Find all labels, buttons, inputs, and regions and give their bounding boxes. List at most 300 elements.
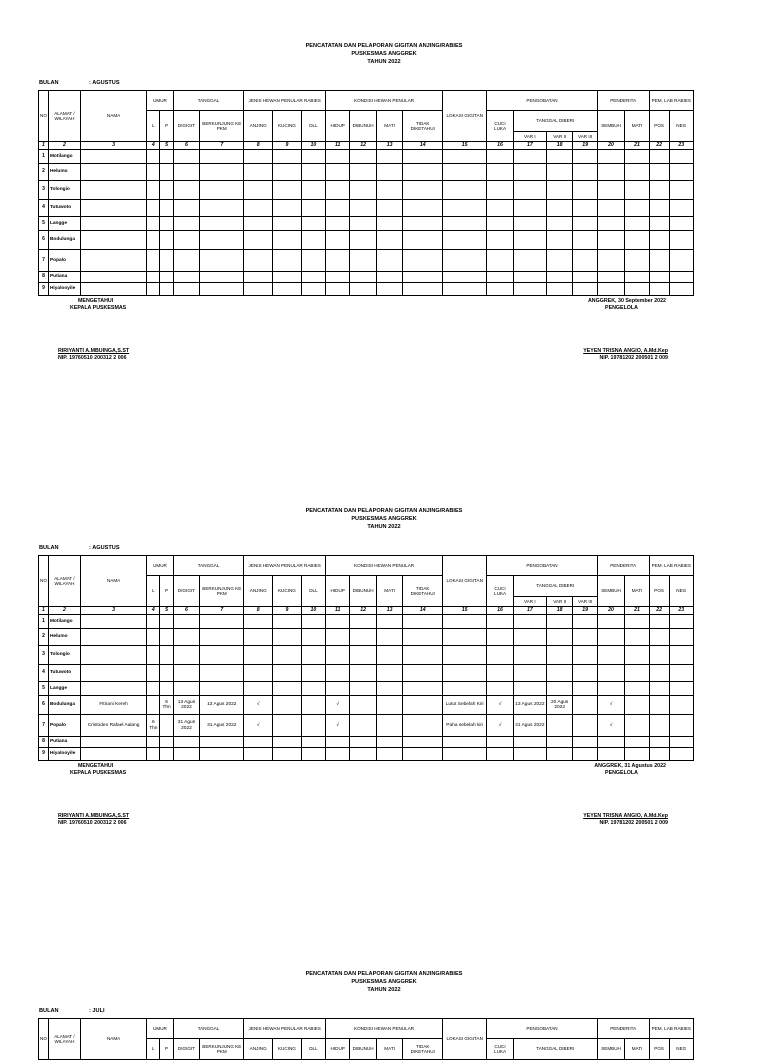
cell-kucing [273,737,302,748]
row-number: 3 [39,646,49,665]
col-berkunjung: BERKUNJUNG KE PKM [200,576,244,607]
cell-hidup [326,615,350,629]
cell-nama [80,231,146,250]
cell-p [160,217,173,231]
cell-dll [301,682,325,696]
cell-dibunuh [350,272,377,283]
rabies-report-table [38,555,694,761]
cell-lokasi: Lutut Sebelah Kiri [443,696,487,715]
cell-mati [376,272,403,283]
column-number: 7 [200,607,244,615]
cell-pmati [625,737,649,748]
cell-neg [669,181,693,200]
col-pos: POS [649,1039,669,1060]
signature-right-name [583,348,668,362]
cell-p [160,283,173,296]
table-row [39,217,694,231]
cell-mati [376,164,403,181]
column-number-row [39,607,694,615]
col-kondisi: KONDISI HEWAN PENULAR [326,1019,443,1039]
cell-mati [376,283,403,296]
cell-sembuh [597,200,625,217]
cell-var1 [513,748,546,761]
cell-var2 [546,615,573,629]
col-neg: NEG [669,576,693,607]
cell-kucing [273,283,302,296]
col-pengobatan: PENGOBATAN [487,1019,597,1039]
cell-hidup [326,283,350,296]
cell-tidak [403,231,443,250]
cell-digigit [173,737,200,748]
cell-var2 [546,646,573,665]
col-jenis-hewan: JENIS HEWAN PENULAR RABIES [244,1019,326,1039]
pengelola-name: YEYEN TRISNA ANGIO, A.Md.Kep [583,348,668,354]
cell-lokasi [443,217,487,231]
cell-berkunjung [200,748,244,761]
cell-pos [649,737,669,748]
column-number-row [39,142,694,150]
cell-dll [301,748,325,761]
cell-var1 [513,737,546,748]
cell-pmati [625,250,649,272]
col-pos: POS [649,111,669,142]
cell-anjing [244,615,273,629]
col-lokasi: LOKASI GIGITAN [443,91,487,142]
cell-digigit [173,272,200,283]
cell-dibunuh [350,181,377,200]
cell-tidak [403,665,443,682]
cell-hidup [326,629,350,646]
cell-anjing [244,629,273,646]
col-l: L [147,576,160,607]
cell-hidup [326,272,350,283]
cell-anjing [244,646,273,665]
cell-lokasi: Paha sebelah kiri [443,715,487,737]
cell-anjing [244,150,273,164]
cell-pmati [625,748,649,761]
cell-digigit [173,250,200,272]
cell-anjing [244,272,273,283]
cell-pmati [625,696,649,715]
table-row [39,715,694,737]
column-number: 18 [546,142,573,150]
cell-l [147,272,160,283]
cell-l [147,231,160,250]
cell-dll [301,181,325,200]
column-number: 6 [173,607,200,615]
cell-dll [301,665,325,682]
cell-pos [649,250,669,272]
cell-l [147,217,160,231]
kepala-puskesmas-label: KEPALA PUSKESMAS [70,770,127,776]
cell-mati [376,217,403,231]
cell-tidak [403,646,443,665]
cell-berkunjung [200,629,244,646]
cell-mati [376,150,403,164]
cell-dibunuh [350,283,377,296]
cell-var1: 31 Agus 2022 [513,715,546,737]
cell-pmati [625,629,649,646]
cell-cuci [487,250,514,272]
cell-pmati [625,715,649,737]
cell-var3 [573,181,597,200]
cell-sembuh: √ [597,696,625,715]
cell-anjing [244,181,273,200]
cell-cuci [487,231,514,250]
col-tidak-diketahui: TIDAK DIKETAHUI [403,1039,443,1060]
cell-pmati [625,682,649,696]
col-tidak-diketahui: TIDAK DIKETAHUI [403,111,443,142]
cell-sembuh [597,181,625,200]
column-number: 16 [487,142,514,150]
cell-pmati [625,615,649,629]
cell-hidup [326,200,350,217]
cell-anjing: √ [244,696,273,715]
col-p: P [160,1039,173,1060]
col-anjing: ANJING [244,576,273,607]
signature-right-heading [588,298,666,312]
report-title-line: TAHUN 2022 [367,59,401,65]
row-wilayah: Hiyalooyile [48,748,80,761]
kepala-nip: NIP. 19760510 200312 2 006 [58,820,127,826]
cell-sembuh [597,646,625,665]
row-number: 2 [39,629,49,646]
cell-neg [669,615,693,629]
cell-sembuh [597,748,625,761]
cell-pmati [625,231,649,250]
row-number: 9 [39,748,49,761]
cell-sembuh [597,682,625,696]
cell-neg [669,150,693,164]
col-dll: DLL [301,1039,325,1060]
table-row [39,737,694,748]
cell-tidak [403,200,443,217]
cell-var3 [573,250,597,272]
cell-l [147,181,160,200]
cell-digigit [173,665,200,682]
cell-hidup [326,181,350,200]
cell-digigit: 31 Agus 2022 [173,715,200,737]
table-row [39,283,694,296]
col-l: L [147,1039,160,1060]
row-number: 2 [39,164,49,181]
cell-dll [301,231,325,250]
column-number: 8 [244,607,273,615]
cell-var1 [513,217,546,231]
row-number: 8 [39,272,49,283]
col-tanggal: TANGGAL [173,556,244,576]
cell-berkunjung [200,682,244,696]
cell-anjing [244,231,273,250]
col-cuci-luka: CUCI LUKA [487,576,514,607]
cell-l [147,682,160,696]
cell-berkunjung [200,615,244,629]
bulan-value: : JULI [89,1008,105,1014]
col-sembuh: SEMBUH [597,576,625,607]
cell-var2: 20 Agus 2022 [546,696,573,715]
pengelola-label: PENGELOLA [605,305,638,311]
cell-kucing [273,748,302,761]
cell-pos [649,150,669,164]
cell-hidup [326,646,350,665]
cell-anjing [244,665,273,682]
cell-pos [649,164,669,181]
cell-nama [80,737,146,748]
col-cuci-luka: CUCI LUKA [487,1039,514,1060]
cell-nama [80,164,146,181]
cell-var3 [573,646,597,665]
cell-sembuh [597,737,625,748]
col-pem-lab: PEM. LAB RABIES [649,91,693,111]
cell-dibunuh [350,682,377,696]
cell-digigit [173,200,200,217]
column-number: 14 [403,607,443,615]
cell-pos [649,283,669,296]
cell-var1 [513,181,546,200]
col-kucing: KUCING [273,576,302,607]
column-number: 23 [669,142,693,150]
cell-kucing [273,150,302,164]
cell-digigit [173,164,200,181]
row-number: 6 [39,696,49,715]
cell-berkunjung [200,231,244,250]
row-wilayah: Bodulunga [48,231,80,250]
signature-left-heading [70,763,127,777]
cell-var1 [513,615,546,629]
cell-kucing [273,217,302,231]
cell-neg [669,272,693,283]
cell-digigit [173,181,200,200]
cell-neg [669,164,693,181]
table-row [39,164,694,181]
cell-pos [649,665,669,682]
cell-anjing [244,682,273,696]
cell-cuci [487,665,514,682]
cell-berkunjung [200,150,244,164]
col-pengobatan: PENGOBATAN [487,556,597,576]
table-row [39,181,694,200]
cell-neg [669,629,693,646]
cell-tidak [403,150,443,164]
col-nama: NAMA [80,91,146,142]
col-alamat: ALAMAT / WILAYAH [48,91,80,142]
cell-hidup [326,737,350,748]
cell-pmati [625,283,649,296]
row-number: 1 [39,615,49,629]
column-number: 17 [513,142,546,150]
cell-var2 [546,629,573,646]
cell-dibunuh [350,164,377,181]
cell-nama [80,181,146,200]
cell-kucing [273,629,302,646]
cell-kucing [273,682,302,696]
cell-tidak [403,682,443,696]
cell-var2 [546,665,573,682]
cell-dibunuh [350,715,377,737]
cell-hidup [326,217,350,231]
cell-var1: 13 Agus 2022 [513,696,546,715]
cell-pmati [625,150,649,164]
cell-var2 [546,231,573,250]
table-header-row [39,1019,694,1039]
cell-p [160,231,173,250]
column-number: 5 [160,142,173,150]
cell-digigit: 13 Agus 2022 [173,696,200,715]
cell-pos [649,629,669,646]
cell-berkunjung: 31 Agus 2022 [200,715,244,737]
cell-var3 [573,231,597,250]
cell-digigit [173,217,200,231]
cell-lokasi [443,748,487,761]
col-var1: VAR I [513,597,546,607]
table-row [39,682,694,696]
cell-var1 [513,665,546,682]
table-header-row [39,91,694,111]
cell-anjing [244,737,273,748]
cell-neg [669,737,693,748]
cell-mati [376,646,403,665]
row-number: 5 [39,217,49,231]
column-number: 18 [546,607,573,615]
cell-dibunuh [350,217,377,231]
table-row [39,150,694,164]
table-row [39,200,694,217]
col-kucing: KUCING [273,111,302,142]
cell-mati [376,181,403,200]
cell-tidak [403,217,443,231]
cell-var3 [573,715,597,737]
cell-p [160,181,173,200]
cell-tidak [403,629,443,646]
cell-nama [80,665,146,682]
cell-p [160,665,173,682]
col-var3: VAR III [573,597,597,607]
cell-cuci [487,737,514,748]
col-alamat: ALAMAT / WILAYAH [48,556,80,607]
place-date: ANGGREK, 30 September 2022 [587,298,666,304]
cell-dll [301,615,325,629]
cell-dll [301,150,325,164]
col-lokasi: LOKASI GIGITAN [443,556,487,607]
cell-nama [80,748,146,761]
col-pengobatan: PENGOBATAN [487,91,597,111]
cell-kucing [273,231,302,250]
column-number: 9 [273,142,302,150]
column-number: 4 [147,142,160,150]
cell-var3 [573,629,597,646]
cell-kucing [273,615,302,629]
cell-pos [649,748,669,761]
col-anjing: ANJING [244,111,273,142]
cell-sembuh: √ [597,715,625,737]
cell-lokasi [443,646,487,665]
cell-nama [80,646,146,665]
cell-nama: Fitriani Kereh [80,696,146,715]
cell-cuci: √ [487,715,514,737]
signature-left-name [58,348,129,362]
cell-dibunuh [350,200,377,217]
cell-tidak [403,715,443,737]
cell-sembuh [597,272,625,283]
cell-p [160,164,173,181]
cell-l [147,665,160,682]
col-dll: DLL [301,576,325,607]
cell-nama [80,682,146,696]
cell-mati [376,665,403,682]
cell-pos [649,217,669,231]
cell-var3 [573,164,597,181]
cell-lokasi [443,737,487,748]
cell-var1 [513,682,546,696]
table-row [39,231,694,250]
cell-pmati [625,646,649,665]
cell-anjing [244,283,273,296]
table-header-row [39,556,694,576]
rabies-report-table [38,1018,694,1060]
row-wilayah: Putiana [48,737,80,748]
col-tidak-diketahui: TIDAK DIKETAHUI [403,576,443,607]
cell-kucing [273,646,302,665]
cell-p [160,629,173,646]
row-number: 1 [39,150,49,164]
cell-neg [669,231,693,250]
col-alamat: ALAMAT / WILAYAH [48,1019,80,1060]
cell-pos [649,181,669,200]
cell-cuci [487,615,514,629]
cell-lokasi [443,682,487,696]
col-tanggal-diberi: TANGGAL DIBERI [513,111,597,132]
col-var3: VAR III [573,132,597,142]
cell-kucing [273,272,302,283]
cell-sembuh [597,283,625,296]
cell-pos [649,272,669,283]
cell-p [160,250,173,272]
row-number: 8 [39,737,49,748]
col-dibunuh: DIBUNUH [350,1039,377,1060]
cell-pmati [625,272,649,283]
col-l: L [147,111,160,142]
cell-var3 [573,200,597,217]
cell-p [160,737,173,748]
table-row [39,665,694,682]
cell-berkunjung [200,283,244,296]
cell-p [160,715,173,737]
row-number: 4 [39,200,49,217]
cell-dibunuh [350,646,377,665]
row-number: 7 [39,250,49,272]
col-var2: VAR II [546,132,573,142]
col-tanggal: TANGGAL [173,1019,244,1039]
cell-var2 [546,181,573,200]
cell-l [147,283,160,296]
column-number: 5 [160,607,173,615]
cell-digigit [173,646,200,665]
col-dibunuh: DIBUNUH [350,111,377,142]
row-number: 7 [39,715,49,737]
cell-kucing [273,696,302,715]
place-date: ANGGREK, 31 Agustus 2022 [594,763,666,769]
cell-var1 [513,646,546,665]
cell-lokasi [443,164,487,181]
cell-nama [80,272,146,283]
cell-l [147,696,160,715]
bulan-label: BULAN [39,545,59,551]
cell-tidak [403,283,443,296]
column-number: 4 [147,607,160,615]
cell-dll [301,737,325,748]
cell-cuci [487,283,514,296]
cell-var2 [546,682,573,696]
